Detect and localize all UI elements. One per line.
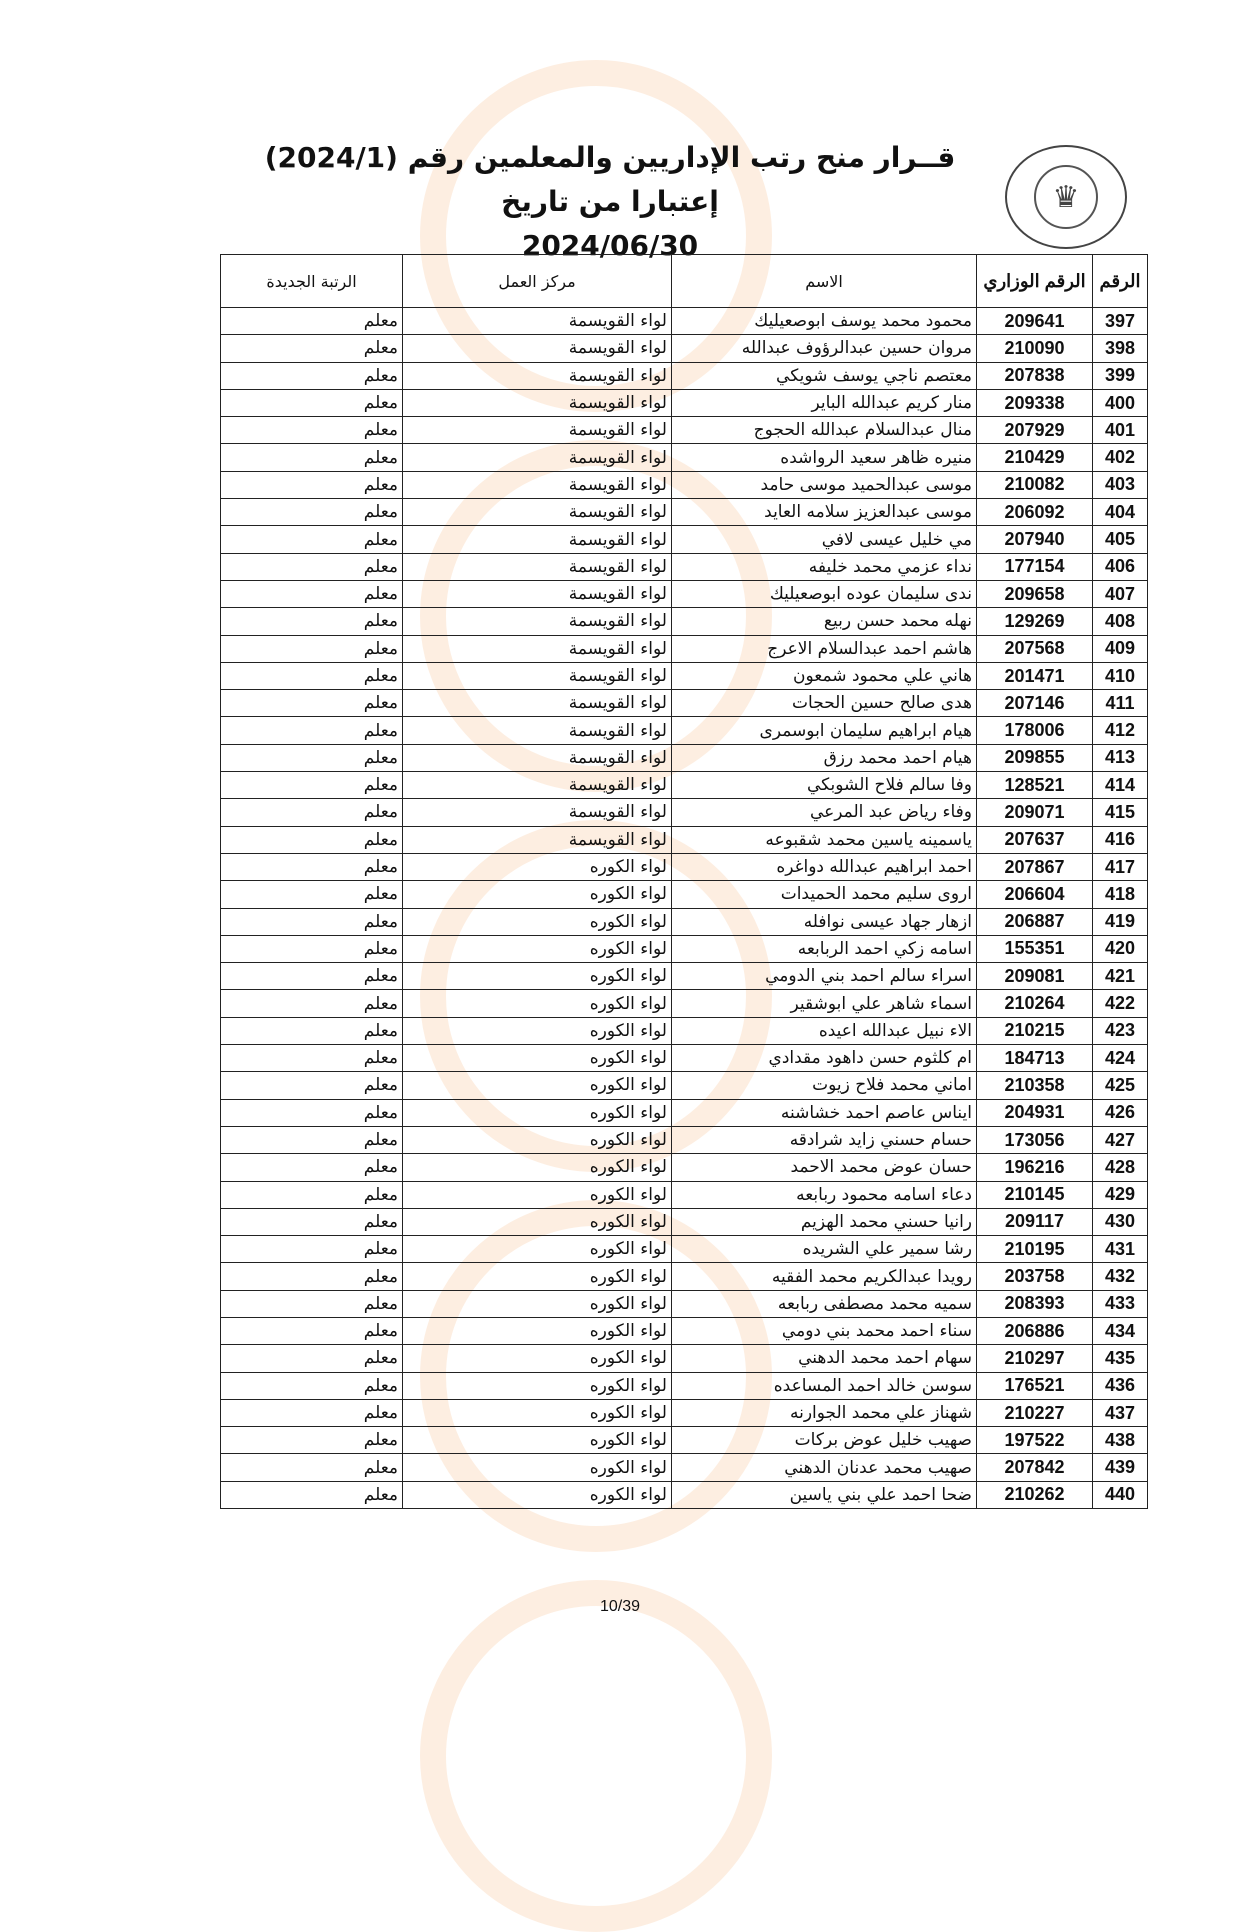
cell-number: 406 bbox=[1093, 553, 1148, 580]
cell-work-center: لواء الكوره bbox=[403, 1154, 672, 1181]
cell-ministry-id: 207867 bbox=[977, 853, 1093, 880]
cell-new-rank: معلم bbox=[221, 1317, 403, 1344]
title-line-1: قــرار منح رتب الإداريين والمعلمين رقم (2024/1) إعتبارا من تاريخ bbox=[264, 141, 956, 218]
cell-new-rank: معلم bbox=[221, 389, 403, 416]
cell-work-center: لواء القويسمة bbox=[403, 608, 672, 635]
cell-ministry-id: 204931 bbox=[977, 1099, 1093, 1126]
cell-number: 405 bbox=[1093, 526, 1148, 553]
table-row bbox=[221, 662, 1148, 689]
cell-work-center: لواء الكوره bbox=[403, 1263, 672, 1290]
cell-number: 429 bbox=[1093, 1181, 1148, 1208]
cell-number: 407 bbox=[1093, 580, 1148, 607]
cell-number: 418 bbox=[1093, 881, 1148, 908]
cell-number: 400 bbox=[1093, 389, 1148, 416]
cell-work-center: لواء الكوره bbox=[403, 1236, 672, 1263]
cell-number: 412 bbox=[1093, 717, 1148, 744]
cell-work-center: لواء الكوره bbox=[403, 1290, 672, 1317]
cell-work-center: لواء الكوره bbox=[403, 1126, 672, 1153]
cell-number: 427 bbox=[1093, 1126, 1148, 1153]
cell-new-rank: معلم bbox=[221, 362, 403, 389]
cell-name: نداء عزمي محمد خليفه bbox=[672, 553, 977, 580]
cell-new-rank: معلم bbox=[221, 499, 403, 526]
table-row bbox=[221, 608, 1148, 635]
col-header-new-rank: الرتبة الجديدة bbox=[221, 255, 403, 308]
cell-work-center: لواء القويسمة bbox=[403, 471, 672, 498]
cell-new-rank: معلم bbox=[221, 1208, 403, 1235]
cell-number: 423 bbox=[1093, 1017, 1148, 1044]
table-row bbox=[221, 417, 1148, 444]
table-row bbox=[221, 308, 1148, 335]
cell-number: 421 bbox=[1093, 963, 1148, 990]
cell-number: 426 bbox=[1093, 1099, 1148, 1126]
cell-new-rank: معلم bbox=[221, 662, 403, 689]
table-row bbox=[221, 772, 1148, 799]
cell-new-rank: معلم bbox=[221, 1345, 403, 1372]
cell-work-center: لواء القويسمة bbox=[403, 526, 672, 553]
ministry-emblem-logo: ♛ bbox=[1005, 145, 1127, 249]
cell-work-center: لواء الكوره bbox=[403, 1072, 672, 1099]
cell-work-center: لواء القويسمة bbox=[403, 580, 672, 607]
cell-work-center: لواء الكوره bbox=[403, 908, 672, 935]
cell-new-rank: معلم bbox=[221, 935, 403, 962]
cell-new-rank: معلم bbox=[221, 417, 403, 444]
cell-new-rank: معلم bbox=[221, 1454, 403, 1481]
cell-new-rank: معلم bbox=[221, 1181, 403, 1208]
table-row bbox=[221, 1099, 1148, 1126]
cell-name: اماني محمد فلاح زيوت bbox=[672, 1072, 977, 1099]
table-row bbox=[221, 362, 1148, 389]
table-row bbox=[221, 853, 1148, 880]
document-title bbox=[230, 136, 990, 268]
table-row bbox=[221, 1290, 1148, 1317]
cell-work-center: لواء الكوره bbox=[403, 1017, 672, 1044]
cell-ministry-id: 196216 bbox=[977, 1154, 1093, 1181]
cell-work-center: لواء القويسمة bbox=[403, 389, 672, 416]
cell-work-center: لواء الكوره bbox=[403, 1208, 672, 1235]
cell-ministry-id: 177154 bbox=[977, 553, 1093, 580]
cell-ministry-id: 210195 bbox=[977, 1236, 1093, 1263]
col-header-work-center: مركز العمل bbox=[403, 255, 672, 308]
cell-work-center: لواء الكوره bbox=[403, 1345, 672, 1372]
cell-work-center: لواء القويسمة bbox=[403, 308, 672, 335]
cell-ministry-id: 210264 bbox=[977, 990, 1093, 1017]
cell-new-rank: معلم bbox=[221, 1399, 403, 1426]
cell-name: هدى صالح حسين الحجات bbox=[672, 690, 977, 717]
cell-ministry-id: 208393 bbox=[977, 1290, 1093, 1317]
cell-ministry-id: 210429 bbox=[977, 444, 1093, 471]
cell-number: 425 bbox=[1093, 1072, 1148, 1099]
cell-name: ندى سليمان عوده ابوصعيليك bbox=[672, 580, 977, 607]
cell-name: اسراء سالم احمد بني الدومي bbox=[672, 963, 977, 990]
cell-number: 398 bbox=[1093, 335, 1148, 362]
cell-new-rank: معلم bbox=[221, 826, 403, 853]
table-row bbox=[221, 444, 1148, 471]
cell-work-center: لواء الكوره bbox=[403, 1481, 672, 1508]
cell-number: 411 bbox=[1093, 690, 1148, 717]
cell-ministry-id: 210358 bbox=[977, 1072, 1093, 1099]
cell-new-rank: معلم bbox=[221, 1481, 403, 1508]
cell-name: مروان حسين عبدالرؤوف عبدالله bbox=[672, 335, 977, 362]
cell-name: صهيب محمد عدنان الدهني bbox=[672, 1454, 977, 1481]
cell-work-center: لواء القويسمة bbox=[403, 553, 672, 580]
cell-number: 435 bbox=[1093, 1345, 1148, 1372]
cell-name: سناء احمد محمد بني دومي bbox=[672, 1317, 977, 1344]
table-row bbox=[221, 1072, 1148, 1099]
table-row bbox=[221, 690, 1148, 717]
table-row bbox=[221, 908, 1148, 935]
cell-number: 440 bbox=[1093, 1481, 1148, 1508]
cell-work-center: لواء القويسمة bbox=[403, 744, 672, 771]
table-row bbox=[221, 1045, 1148, 1072]
cell-work-center: لواء القويسمة bbox=[403, 499, 672, 526]
cell-new-rank: معلم bbox=[221, 908, 403, 935]
cell-work-center: لواء القويسمة bbox=[403, 826, 672, 853]
cell-name: الاء نبيل عبدالله اعيده bbox=[672, 1017, 977, 1044]
cell-number: 436 bbox=[1093, 1372, 1148, 1399]
cell-work-center: لواء الكوره bbox=[403, 1181, 672, 1208]
cell-work-center: لواء القويسمة bbox=[403, 635, 672, 662]
cell-ministry-id: 207940 bbox=[977, 526, 1093, 553]
cell-number: 410 bbox=[1093, 662, 1148, 689]
cell-name: ام كلثوم حسن داهود مقدادي bbox=[672, 1045, 977, 1072]
cell-ministry-id: 210227 bbox=[977, 1399, 1093, 1426]
cell-name: ايناس عاصم احمد خشاشنه bbox=[672, 1099, 977, 1126]
table-row bbox=[221, 881, 1148, 908]
cell-new-rank: معلم bbox=[221, 635, 403, 662]
table-row bbox=[221, 1017, 1148, 1044]
cell-number: 428 bbox=[1093, 1154, 1148, 1181]
cell-new-rank: معلم bbox=[221, 717, 403, 744]
cell-ministry-id: 176521 bbox=[977, 1372, 1093, 1399]
cell-new-rank: معلم bbox=[221, 1236, 403, 1263]
cell-name: اروى سليم محمد الحميدات bbox=[672, 881, 977, 908]
cell-ministry-id: 206604 bbox=[977, 881, 1093, 908]
cell-new-rank: معلم bbox=[221, 526, 403, 553]
cell-name: سميه محمد مصطفى ربابعه bbox=[672, 1290, 977, 1317]
cell-number: 438 bbox=[1093, 1427, 1148, 1454]
cell-number: 415 bbox=[1093, 799, 1148, 826]
cell-ministry-id: 207568 bbox=[977, 635, 1093, 662]
cell-number: 402 bbox=[1093, 444, 1148, 471]
page-number: 10/39 bbox=[599, 1598, 641, 1615]
cell-work-center: لواء الكوره bbox=[403, 881, 672, 908]
table-row bbox=[221, 635, 1148, 662]
cell-new-rank: معلم bbox=[221, 1099, 403, 1126]
cell-work-center: لواء الكوره bbox=[403, 1045, 672, 1072]
cell-ministry-id: 209641 bbox=[977, 308, 1093, 335]
table-header-row bbox=[221, 255, 1148, 308]
cell-number: 433 bbox=[1093, 1290, 1148, 1317]
cell-new-rank: معلم bbox=[221, 1263, 403, 1290]
table-row bbox=[221, 990, 1148, 1017]
cell-number: 439 bbox=[1093, 1454, 1148, 1481]
cell-number: 408 bbox=[1093, 608, 1148, 635]
cell-number: 397 bbox=[1093, 308, 1148, 335]
cell-name: وفا سالم فلاح الشوبكي bbox=[672, 772, 977, 799]
cell-number: 401 bbox=[1093, 417, 1148, 444]
table-row bbox=[221, 1427, 1148, 1454]
cell-name: هيام ابراهيم سليمان ابوسمرى bbox=[672, 717, 977, 744]
cell-number: 413 bbox=[1093, 744, 1148, 771]
table-row bbox=[221, 1317, 1148, 1344]
cell-ministry-id: 207146 bbox=[977, 690, 1093, 717]
cell-number: 414 bbox=[1093, 772, 1148, 799]
cell-ministry-id: 178006 bbox=[977, 717, 1093, 744]
table-row bbox=[221, 1208, 1148, 1235]
table-row bbox=[221, 935, 1148, 962]
cell-ministry-id: 209338 bbox=[977, 389, 1093, 416]
cell-new-rank: معلم bbox=[221, 1290, 403, 1317]
cell-name: احمد ابراهيم عبدالله دواغره bbox=[672, 853, 977, 880]
cell-ministry-id: 210090 bbox=[977, 335, 1093, 362]
cell-name: مي خليل عيسى لافي bbox=[672, 526, 977, 553]
cell-name: حسان عوض محمد الاحمد bbox=[672, 1154, 977, 1181]
cell-number: 399 bbox=[1093, 362, 1148, 389]
cell-number: 422 bbox=[1093, 990, 1148, 1017]
cell-ministry-id: 207838 bbox=[977, 362, 1093, 389]
table-row bbox=[221, 717, 1148, 744]
cell-name: هيام احمد محمد رزق bbox=[672, 744, 977, 771]
cell-work-center: لواء الكوره bbox=[403, 1099, 672, 1126]
cell-new-rank: معلم bbox=[221, 1045, 403, 1072]
cell-new-rank: معلم bbox=[221, 881, 403, 908]
cell-ministry-id: 129269 bbox=[977, 608, 1093, 635]
cell-work-center: لواء القويسمة bbox=[403, 444, 672, 471]
cell-ministry-id: 207637 bbox=[977, 826, 1093, 853]
watermark bbox=[420, 1580, 772, 1932]
table-row bbox=[221, 799, 1148, 826]
cell-number: 416 bbox=[1093, 826, 1148, 853]
title-date: 2024/06/30 bbox=[521, 229, 699, 262]
cell-ministry-id: 210082 bbox=[977, 471, 1093, 498]
cell-new-rank: معلم bbox=[221, 1126, 403, 1153]
cell-ministry-id: 207929 bbox=[977, 417, 1093, 444]
cell-name: محمود محمد يوسف ابوصعيليك bbox=[672, 308, 977, 335]
cell-new-rank: معلم bbox=[221, 744, 403, 771]
cell-ministry-id: 206887 bbox=[977, 908, 1093, 935]
cell-ministry-id: 197522 bbox=[977, 1427, 1093, 1454]
cell-name: وفاء رياض عبد المرعي bbox=[672, 799, 977, 826]
cell-ministry-id: 209117 bbox=[977, 1208, 1093, 1235]
table-row bbox=[221, 744, 1148, 771]
cell-number: 430 bbox=[1093, 1208, 1148, 1235]
cell-name: منال عبدالسلام عبدالله الحجوج bbox=[672, 417, 977, 444]
table-row bbox=[221, 1154, 1148, 1181]
cell-name: سوسن خالد احمد المساعده bbox=[672, 1372, 977, 1399]
cell-work-center: لواء الكوره bbox=[403, 853, 672, 880]
cell-ministry-id: 209855 bbox=[977, 744, 1093, 771]
cell-ministry-id: 206092 bbox=[977, 499, 1093, 526]
cell-name: رويدا عبدالكريم محمد الفقيه bbox=[672, 1263, 977, 1290]
table-row bbox=[221, 1454, 1148, 1481]
cell-new-rank: معلم bbox=[221, 1154, 403, 1181]
cell-ministry-id: 206886 bbox=[977, 1317, 1093, 1344]
cell-new-rank: معلم bbox=[221, 553, 403, 580]
cell-work-center: لواء القويسمة bbox=[403, 717, 672, 744]
cell-new-rank: معلم bbox=[221, 772, 403, 799]
table-row bbox=[221, 471, 1148, 498]
cell-new-rank: معلم bbox=[221, 1427, 403, 1454]
cell-name: رشا سمير علي الشريده bbox=[672, 1236, 977, 1263]
cell-work-center: لواء القويسمة bbox=[403, 335, 672, 362]
cell-work-center: لواء القويسمة bbox=[403, 662, 672, 689]
cell-new-rank: معلم bbox=[221, 1372, 403, 1399]
cell-ministry-id: 201471 bbox=[977, 662, 1093, 689]
cell-number: 431 bbox=[1093, 1236, 1148, 1263]
cell-ministry-id: 155351 bbox=[977, 935, 1093, 962]
cell-work-center: لواء الكوره bbox=[403, 935, 672, 962]
cell-work-center: لواء القويسمة bbox=[403, 362, 672, 389]
cell-ministry-id: 128521 bbox=[977, 772, 1093, 799]
cell-number: 419 bbox=[1093, 908, 1148, 935]
table-row bbox=[221, 499, 1148, 526]
table-row bbox=[221, 1236, 1148, 1263]
col-header-number: الرقم bbox=[1093, 255, 1148, 308]
table-row bbox=[221, 963, 1148, 990]
table-row bbox=[221, 553, 1148, 580]
cell-new-rank: معلم bbox=[221, 335, 403, 362]
table-row bbox=[221, 526, 1148, 553]
cell-number: 403 bbox=[1093, 471, 1148, 498]
cell-name: ضحا احمد علي بني ياسين bbox=[672, 1481, 977, 1508]
cell-work-center: لواء القويسمة bbox=[403, 772, 672, 799]
cell-new-rank: معلم bbox=[221, 1072, 403, 1099]
cell-ministry-id: 210215 bbox=[977, 1017, 1093, 1044]
cell-new-rank: معلم bbox=[221, 799, 403, 826]
cell-work-center: لواء الكوره bbox=[403, 1399, 672, 1426]
ranks-table bbox=[220, 254, 1148, 1509]
cell-ministry-id: 210145 bbox=[977, 1181, 1093, 1208]
cell-name: موسى عبدالعزيز سلامه العايد bbox=[672, 499, 977, 526]
cell-name: صهيب خليل عوض بركات bbox=[672, 1427, 977, 1454]
cell-name: هاني علي محمود شمعون bbox=[672, 662, 977, 689]
cell-ministry-id: 173056 bbox=[977, 1126, 1093, 1153]
cell-name: موسى عبدالحميد موسى حامد bbox=[672, 471, 977, 498]
cell-work-center: لواء الكوره bbox=[403, 1317, 672, 1344]
cell-work-center: لواء الكوره bbox=[403, 1427, 672, 1454]
table-row bbox=[221, 826, 1148, 853]
cell-new-rank: معلم bbox=[221, 608, 403, 635]
cell-new-rank: معلم bbox=[221, 308, 403, 335]
table-row bbox=[221, 1399, 1148, 1426]
table-row bbox=[221, 580, 1148, 607]
cell-work-center: لواء الكوره bbox=[403, 1372, 672, 1399]
cell-new-rank: معلم bbox=[221, 853, 403, 880]
table-row bbox=[221, 1345, 1148, 1372]
col-header-name: الاسم bbox=[672, 255, 977, 308]
cell-name: نهله محمد حسن ربيع bbox=[672, 608, 977, 635]
table-row bbox=[221, 1181, 1148, 1208]
cell-name: هاشم احمد عبدالسلام الاعرج bbox=[672, 635, 977, 662]
table-row bbox=[221, 1372, 1148, 1399]
cell-name: ازهار جهاد عيسى نوافله bbox=[672, 908, 977, 935]
cell-new-rank: معلم bbox=[221, 580, 403, 607]
cell-ministry-id: 209658 bbox=[977, 580, 1093, 607]
table-row bbox=[221, 1263, 1148, 1290]
cell-name: اسماء شاهر علي ابوشقير bbox=[672, 990, 977, 1017]
cell-ministry-id: 209071 bbox=[977, 799, 1093, 826]
cell-name: ياسمينه ياسين محمد شقبوعه bbox=[672, 826, 977, 853]
cell-name: منيره ظاهر سعيد الرواشده bbox=[672, 444, 977, 471]
cell-number: 424 bbox=[1093, 1045, 1148, 1072]
cell-number: 404 bbox=[1093, 499, 1148, 526]
cell-name: اسامه زكي احمد الربابعه bbox=[672, 935, 977, 962]
table-row bbox=[221, 335, 1148, 362]
col-header-ministry-id: الرقم الوزاري bbox=[977, 255, 1093, 308]
cell-work-center: لواء الكوره bbox=[403, 1454, 672, 1481]
cell-number: 417 bbox=[1093, 853, 1148, 880]
cell-work-center: لواء الكوره bbox=[403, 990, 672, 1017]
cell-ministry-id: 210262 bbox=[977, 1481, 1093, 1508]
cell-work-center: لواء القويسمة bbox=[403, 690, 672, 717]
table-row bbox=[221, 389, 1148, 416]
cell-work-center: لواء القويسمة bbox=[403, 417, 672, 444]
cell-name: شهناز علي محمد الجوارنه bbox=[672, 1399, 977, 1426]
cell-ministry-id: 203758 bbox=[977, 1263, 1093, 1290]
cell-ministry-id: 207842 bbox=[977, 1454, 1093, 1481]
cell-work-center: لواء الكوره bbox=[403, 963, 672, 990]
cell-new-rank: معلم bbox=[221, 471, 403, 498]
cell-ministry-id: 209081 bbox=[977, 963, 1093, 990]
cell-name: رانيا حسني محمد الهزيم bbox=[672, 1208, 977, 1235]
cell-name: معتصم ناجي يوسف شويكي bbox=[672, 362, 977, 389]
cell-number: 420 bbox=[1093, 935, 1148, 962]
cell-name: دعاء اسامه محمود ربابعه bbox=[672, 1181, 977, 1208]
cell-name: سهام احمد محمد الدهني bbox=[672, 1345, 977, 1372]
cell-new-rank: معلم bbox=[221, 990, 403, 1017]
cell-name: منار كريم عبدالله الباير bbox=[672, 389, 977, 416]
cell-ministry-id: 210297 bbox=[977, 1345, 1093, 1372]
cell-new-rank: معلم bbox=[221, 690, 403, 717]
cell-new-rank: معلم bbox=[221, 963, 403, 990]
cell-new-rank: معلم bbox=[221, 444, 403, 471]
table-row bbox=[221, 1126, 1148, 1153]
cell-number: 409 bbox=[1093, 635, 1148, 662]
table-body bbox=[221, 308, 1148, 1509]
cell-name: حسام حسني زايد شرادقه bbox=[672, 1126, 977, 1153]
cell-number: 432 bbox=[1093, 1263, 1148, 1290]
cell-work-center: لواء القويسمة bbox=[403, 799, 672, 826]
cell-new-rank: معلم bbox=[221, 1017, 403, 1044]
cell-number: 437 bbox=[1093, 1399, 1148, 1426]
cell-ministry-id: 184713 bbox=[977, 1045, 1093, 1072]
table-row bbox=[221, 1481, 1148, 1508]
cell-number: 434 bbox=[1093, 1317, 1148, 1344]
